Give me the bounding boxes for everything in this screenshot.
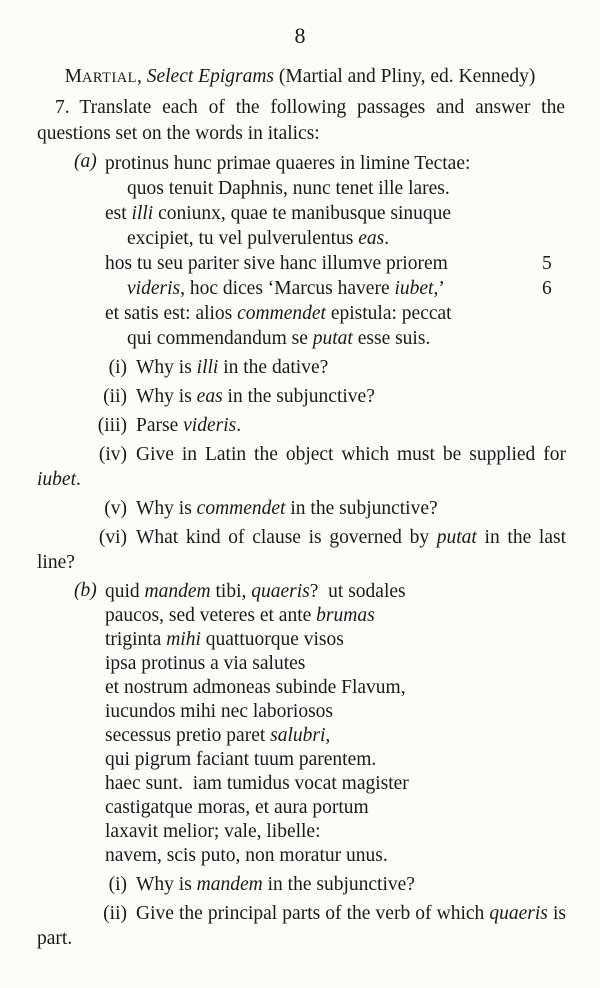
verse-line [105,580,580,604]
verse-line [105,251,580,276]
verse-text: haec sunt. iam tumidus vocat magister [105,773,409,794]
verse-line [105,772,580,796]
question-label: (i) [108,874,127,895]
question-text: Give in Latin the object which must be supplied for iubet. [37,444,566,490]
verse-text: navem, scis puto, non moratur unus. [105,845,388,866]
verse-line [105,628,580,652]
verse-line [105,724,580,748]
verse-text: excipiet, tu vel pulverulentus eas. [127,228,390,249]
verse-text: videris, hoc dices ‘Marcus havere iubet,’ [127,278,445,299]
verse-line [105,326,580,351]
verse-line [105,151,580,176]
passage-b [74,580,580,868]
question-text: Parse videris. [136,415,242,436]
verse-text: laxavit melior; vale, libelle: [105,821,321,842]
question-item [37,442,566,492]
verse-text: qui pigrum faciant tuum parentem. [105,749,377,770]
question-label: (vi) [98,527,127,548]
verse-line [105,301,580,326]
verse-line [105,604,580,628]
verse-line [105,201,580,226]
verse-line [105,748,580,772]
passage-b-label: (b) [74,580,97,601]
verse-text: quos tenuit Daphnis, nunc tenet ille lares. [127,178,450,199]
verse-text: et nostrum admoneas subinde Flavum, [105,677,406,698]
questions-b [0,872,600,951]
verse-line [105,276,580,301]
question-text: What kind of clause is governed by putat in the last line? [37,527,567,573]
question-label: (v) [104,498,127,519]
verse-line [105,652,580,676]
question-text: Why is illi in the dative? [136,357,329,378]
verse-line-number: 6 [542,278,552,299]
verse-line [105,796,580,820]
questions-a [0,355,600,575]
question-label: (iii) [97,415,127,436]
verse-text: iucundos mihi nec laboriosos [105,701,334,722]
verse-line-number: 5 [542,253,552,274]
verse-text: protinus hunc primae quaeres in limine Tectae: [105,153,471,174]
page-number: 8 [294,23,306,48]
question-label: (i) [108,357,127,378]
verse-line [105,676,580,700]
question-text: Why is eas in the subjunctive? [136,386,375,407]
verse-line [105,820,580,844]
heading: MARTIAL, Select Epigrams (Martial and Pliny, ed. Kennedy) [64,66,536,87]
verse-text: paucos, sed veteres et ante brumas [105,605,375,626]
question-text: Why is mandem in the subjunctive? [136,874,415,895]
verse-line [105,176,580,201]
verse-text: qui commendandum se putat esse suis. [127,328,431,349]
verse-text: castigatque moras, et aura portum [105,797,369,818]
verse-line [105,226,580,251]
question-item [37,525,566,575]
verse-text: est illi coniunx, quae te manibusque sinuque [105,203,452,224]
question-item [37,413,566,438]
question-text: Give the principal parts of the verb of which quaeris is part. [37,903,566,949]
verse-text: ipsa protinus a via salutes [105,653,306,674]
verse-line [105,700,580,724]
question-item [37,384,566,409]
question-label: (iv) [98,444,127,465]
verse-text: triginta mihi quattuorque visos [105,629,344,650]
verse-text: hos tu seu pariter sive hanc illumve priorem [105,253,448,274]
passage-a [74,151,580,351]
question-text: Why is commendet in the subjunctive? [136,498,438,519]
verse-text: et satis est: alios commendet epistula: peccat [105,303,452,324]
verse-text: quid mandem tibi, quaeris? ut sodales [105,581,406,602]
question-item [37,496,566,521]
question-label: (ii) [103,386,127,407]
question-label: (ii) [103,903,127,924]
passage-a-label: (a) [74,151,97,172]
verse-line [105,844,580,868]
question-item [37,355,566,380]
question-item [37,872,566,897]
verse-text: secessus pretio paret salubri, [105,725,331,746]
question-7-intro: 7. Translate each of the following passages and answer the questions set on the words in italics: [37,97,565,144]
question-item [37,901,566,951]
